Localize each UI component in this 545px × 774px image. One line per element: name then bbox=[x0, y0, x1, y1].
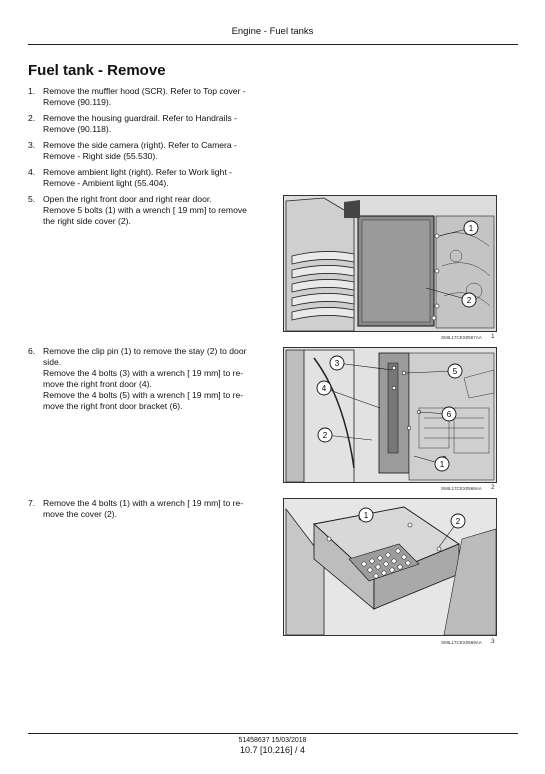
step-line: Remove the muffler hood (SCR). Refer to Top cover - bbox=[43, 86, 246, 96]
page-header: Engine - Fuel tanks bbox=[231, 26, 314, 37]
step-number: 7. bbox=[28, 498, 36, 508]
figure-2-image bbox=[283, 347, 497, 483]
step-6 bbox=[28, 346, 268, 412]
footer-doc-id: 51458637 15/03/2018 bbox=[238, 737, 307, 744]
figure-3-image bbox=[283, 498, 497, 636]
step-line: Remove the 4 bolts (5) with a wrench [ 19 mm] to re- bbox=[43, 390, 244, 400]
figure-3-caption: SMIL17CEX0569AA bbox=[441, 640, 482, 645]
step-line: Remove - Ambient light (55.404). bbox=[43, 178, 169, 188]
callout-2 bbox=[451, 514, 465, 528]
callout-4 bbox=[317, 381, 331, 395]
step-line: Remove - Right side (55.530). bbox=[43, 151, 158, 161]
header-divider bbox=[28, 44, 518, 45]
step-number: 6. bbox=[28, 346, 36, 356]
figure-1-caption: SMIL17CEX0567AA bbox=[441, 335, 482, 340]
step-line: move the right front door bracket (6). bbox=[43, 401, 183, 411]
step-line: Remove 5 bolts (1) with a wrench [ 19 mm] to remove bbox=[43, 205, 247, 215]
step-1 bbox=[28, 86, 268, 108]
step-line: side. bbox=[43, 357, 62, 367]
step-line: move the cover (2). bbox=[43, 509, 118, 519]
figure-1-number: 1 bbox=[491, 333, 495, 340]
step-line: Remove ambient light (right). Refer to Work light - bbox=[43, 167, 232, 177]
figure-3-number: 3 bbox=[491, 638, 495, 645]
step-number: 2. bbox=[28, 113, 36, 123]
callout-6 bbox=[442, 407, 456, 421]
callout-2 bbox=[462, 293, 476, 307]
callout-label: 3 bbox=[334, 359, 340, 368]
callout-2 bbox=[318, 428, 332, 442]
step-line: the right side cover (2). bbox=[43, 216, 131, 226]
callout-1 bbox=[435, 457, 449, 471]
callout-label: 6 bbox=[446, 410, 452, 419]
callout-1 bbox=[359, 508, 373, 522]
step-number: 1. bbox=[28, 86, 36, 96]
callout-label: 2 bbox=[322, 431, 328, 440]
figure-2-caption: SMIL17CEX0568AA bbox=[441, 486, 482, 491]
figure-1-image bbox=[283, 195, 497, 332]
footer-page-ref: 10.7 [10.216] / 4 bbox=[239, 745, 306, 755]
page-title: Fuel tank - Remove bbox=[28, 62, 166, 79]
step-7 bbox=[28, 498, 268, 520]
step-line: Remove (90.119). bbox=[43, 97, 112, 107]
step-4 bbox=[28, 167, 268, 189]
step-number: 5. bbox=[28, 194, 36, 204]
step-number: 4. bbox=[28, 167, 36, 177]
step-line: Remove the housing guardrail. Refer to Handrails - bbox=[43, 113, 237, 123]
callout-label: 4 bbox=[321, 384, 327, 393]
step-line: move the right front door (4). bbox=[43, 379, 152, 389]
step-line: Remove the clip pin (1) to remove the stay (2) to door bbox=[43, 346, 247, 356]
step-line: Remove the 4 bolts (3) with a wrench [ 19 mm] to re- bbox=[43, 368, 244, 378]
step-number: 3. bbox=[28, 140, 36, 150]
step-5 bbox=[28, 194, 268, 227]
footer-divider bbox=[28, 733, 518, 734]
callout-3 bbox=[330, 356, 344, 370]
step-3 bbox=[28, 140, 268, 162]
callout-label: 1 bbox=[439, 460, 445, 469]
callout-label: 1 bbox=[468, 224, 474, 233]
callout-label: 2 bbox=[466, 296, 472, 305]
figure-2-number: 2 bbox=[491, 484, 495, 491]
callout-label: 5 bbox=[452, 367, 458, 376]
callout-5 bbox=[448, 364, 462, 378]
callout-label: 1 bbox=[363, 511, 369, 520]
step-line: Remove the 4 bolts (1) with a wrench [ 19 mm] to re- bbox=[43, 498, 244, 508]
step-line: Remove the side camera (right). Refer to Camera - bbox=[43, 140, 237, 150]
callout-label: 2 bbox=[455, 517, 461, 526]
step-2 bbox=[28, 113, 268, 135]
step-line: Remove (90.118). bbox=[43, 124, 112, 134]
callout-1 bbox=[464, 221, 478, 235]
step-line: Open the right front door and right rear door. bbox=[43, 194, 212, 204]
